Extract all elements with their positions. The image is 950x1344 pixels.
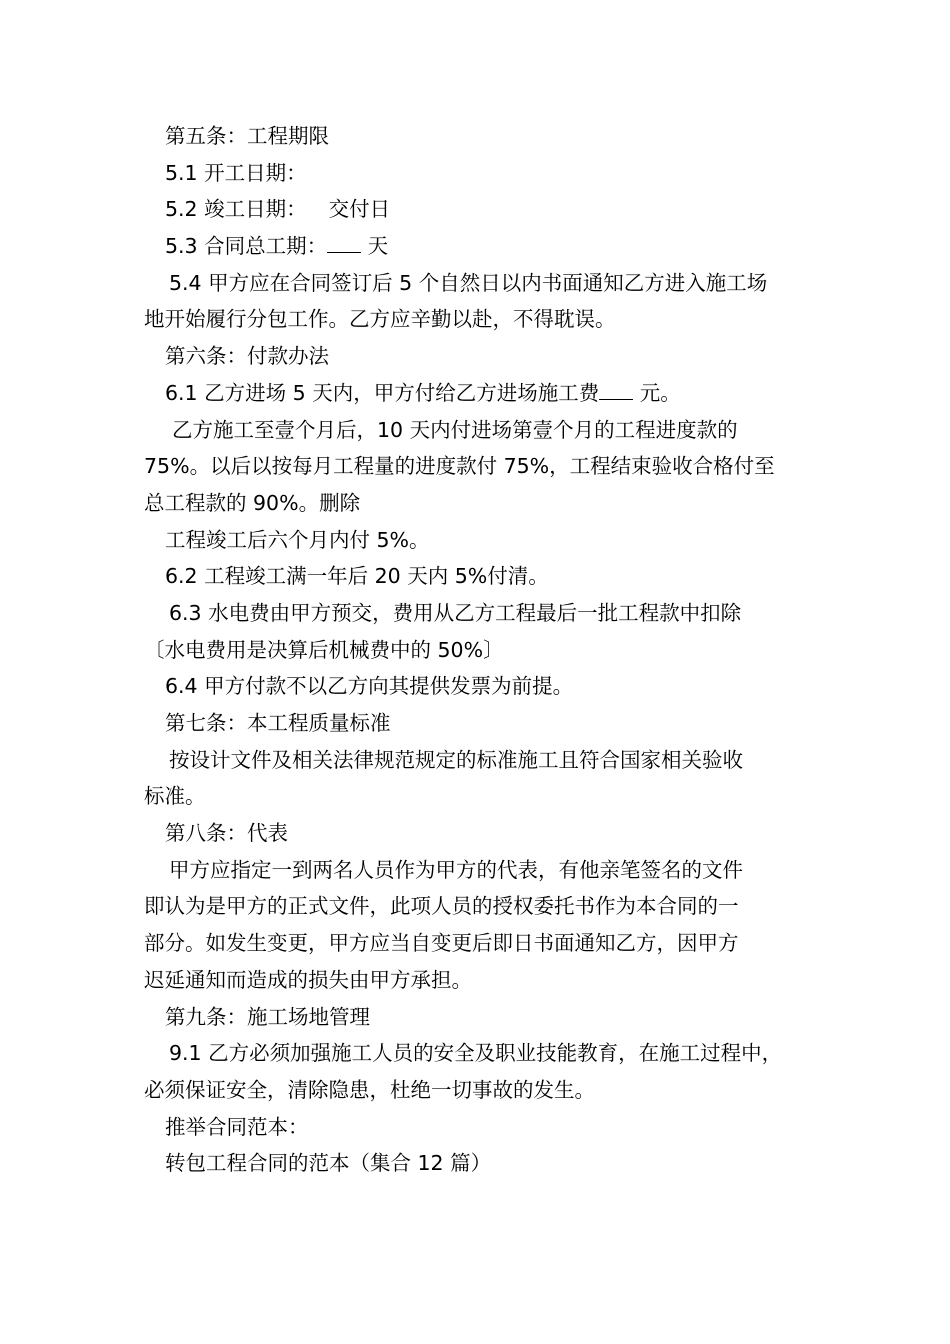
- article-5-heading: [144, 118, 816, 155]
- article-7-line-1: [144, 742, 816, 779]
- clause-6-3-text-2: 〔水电费用是决算后机械费中的 50%〕: [144, 637, 504, 662]
- article-8-heading: [144, 815, 816, 852]
- clause-9-1-line-1: [144, 1035, 816, 1072]
- clause-5-2-value: 交付日: [328, 197, 391, 222]
- clause-6-4: [144, 668, 816, 705]
- clause-9-1-line-2: [144, 1072, 816, 1109]
- blank-underline: [327, 232, 361, 253]
- clause-5-3: [144, 228, 816, 265]
- clause-6-4-text: 6.4 甲方付款不以乙方向其提供发票为前提。: [165, 674, 574, 699]
- clause-5-4-text-2: 地开始履行分包工作。乙方应辛勤以赴，不得耽误。: [144, 307, 616, 332]
- clause-6-1: [144, 375, 816, 412]
- clause-6-2-text: 6.2 工程竣工满一年后 20 天内 5%付清。: [165, 564, 549, 589]
- article-7-text-1: 按设计文件及相关法律规范规定的标准施工且符合国家相关验收: [169, 747, 743, 772]
- clause-6-3-line-1: [144, 595, 816, 632]
- clause-5-2: [144, 191, 816, 228]
- clause-6-2: [144, 558, 816, 595]
- article-6-heading: [144, 338, 816, 375]
- clause-9-1-text-2: 必须保证安全，清除隐患，杜绝一切事故的发生。: [144, 1077, 595, 1102]
- clause-6-1-progress-line-1: [144, 412, 816, 449]
- article-8-text-3: 部分。如发生变更，甲方应当自变更后即日书面通知乙方，因甲方: [144, 931, 739, 956]
- clause-6-1-progress-line-3: [144, 485, 816, 522]
- clause-5-1-text: 5.1 开工日期：: [165, 160, 307, 185]
- clause-5-2-text: 5.2 竣工日期：: [165, 197, 307, 222]
- article-5-heading-text: 第五条：工程期限: [165, 124, 329, 148]
- clause-6-3-text-1: 6.3 水电费由甲方预交，费用从乙方工程最后一批工程款中扣除: [169, 600, 742, 625]
- article-6-heading-text: 第六条：付款办法: [165, 344, 329, 369]
- article-8-text-2: 即认为是甲方的正式文件，此项人员的授权委托书作为本合同的一: [144, 894, 739, 919]
- clause-5-4-line-1: [144, 265, 816, 302]
- clause-6-1-text: 6.1 乙方进场 5 天内，甲方付给乙方进场施工费: [165, 380, 600, 405]
- recommended-template-title[interactable]: 转包工程合同的范本（集合 12 篇）: [165, 1151, 492, 1176]
- clause-6-1-progress-line-2: [144, 448, 816, 485]
- article-8-line-3: [144, 925, 816, 962]
- clause-5-3-text: 5.3 合同总工期：: [165, 234, 328, 259]
- article-8-text-1: 甲方应指定一到两名人员作为甲方的代表，有他亲笔签名的文件: [169, 857, 743, 882]
- article-7-heading-text: 第七条：本工程质量标准: [165, 711, 391, 735]
- final-payment-text: 工程竣工后六个月内付 5%。: [165, 527, 430, 552]
- progress-text-2: 75%。以后以按每月工程量的进度款付 75%，工程结束验收合格付至: [144, 454, 775, 479]
- clause-6-1-final: [144, 522, 816, 559]
- progress-text-1: 乙方施工至壹个月后，10 天内付进场第壹个月的工程进度款的: [172, 417, 738, 442]
- clause-5-4-line-2: [144, 301, 816, 338]
- clause-5-3-unit: 天: [367, 234, 389, 259]
- clause-5-1: [144, 155, 816, 192]
- article-9-heading: [144, 999, 816, 1036]
- recommended-templates-text: 推举合同范本：: [165, 1114, 309, 1139]
- recommended-template-link[interactable]: [144, 1145, 816, 1182]
- clause-5-4-text-1: 5.4 甲方应在合同签订后 5 个自然日以内书面通知乙方进入施工场: [169, 270, 768, 295]
- article-8-text-4: 迟延通知而造成的损失由甲方承担。: [144, 967, 472, 992]
- recommended-templates-label: [144, 1109, 816, 1146]
- clause-9-1-text-1: 9.1 乙方必须加强施工人员的安全及职业技能教育，在施工过程中，: [169, 1041, 783, 1066]
- article-9-heading-text: 第九条：施工场地管理: [165, 1004, 370, 1029]
- blank-underline: [599, 379, 633, 400]
- article-8-heading-text: 第八条：代表: [165, 821, 288, 846]
- clause-6-3-line-2: [144, 632, 816, 669]
- article-7-heading: [144, 705, 816, 742]
- clause-6-1-unit: 元。: [639, 380, 681, 405]
- document-body: [144, 118, 816, 1182]
- article-7-line-2: [144, 778, 816, 815]
- article-8-line-1: [144, 852, 816, 889]
- progress-text-3: 总工程款的 90%。删除: [144, 490, 361, 515]
- article-7-text-2: 标准。: [144, 784, 206, 809]
- article-8-line-2: [144, 888, 816, 925]
- article-8-line-4: [144, 962, 816, 999]
